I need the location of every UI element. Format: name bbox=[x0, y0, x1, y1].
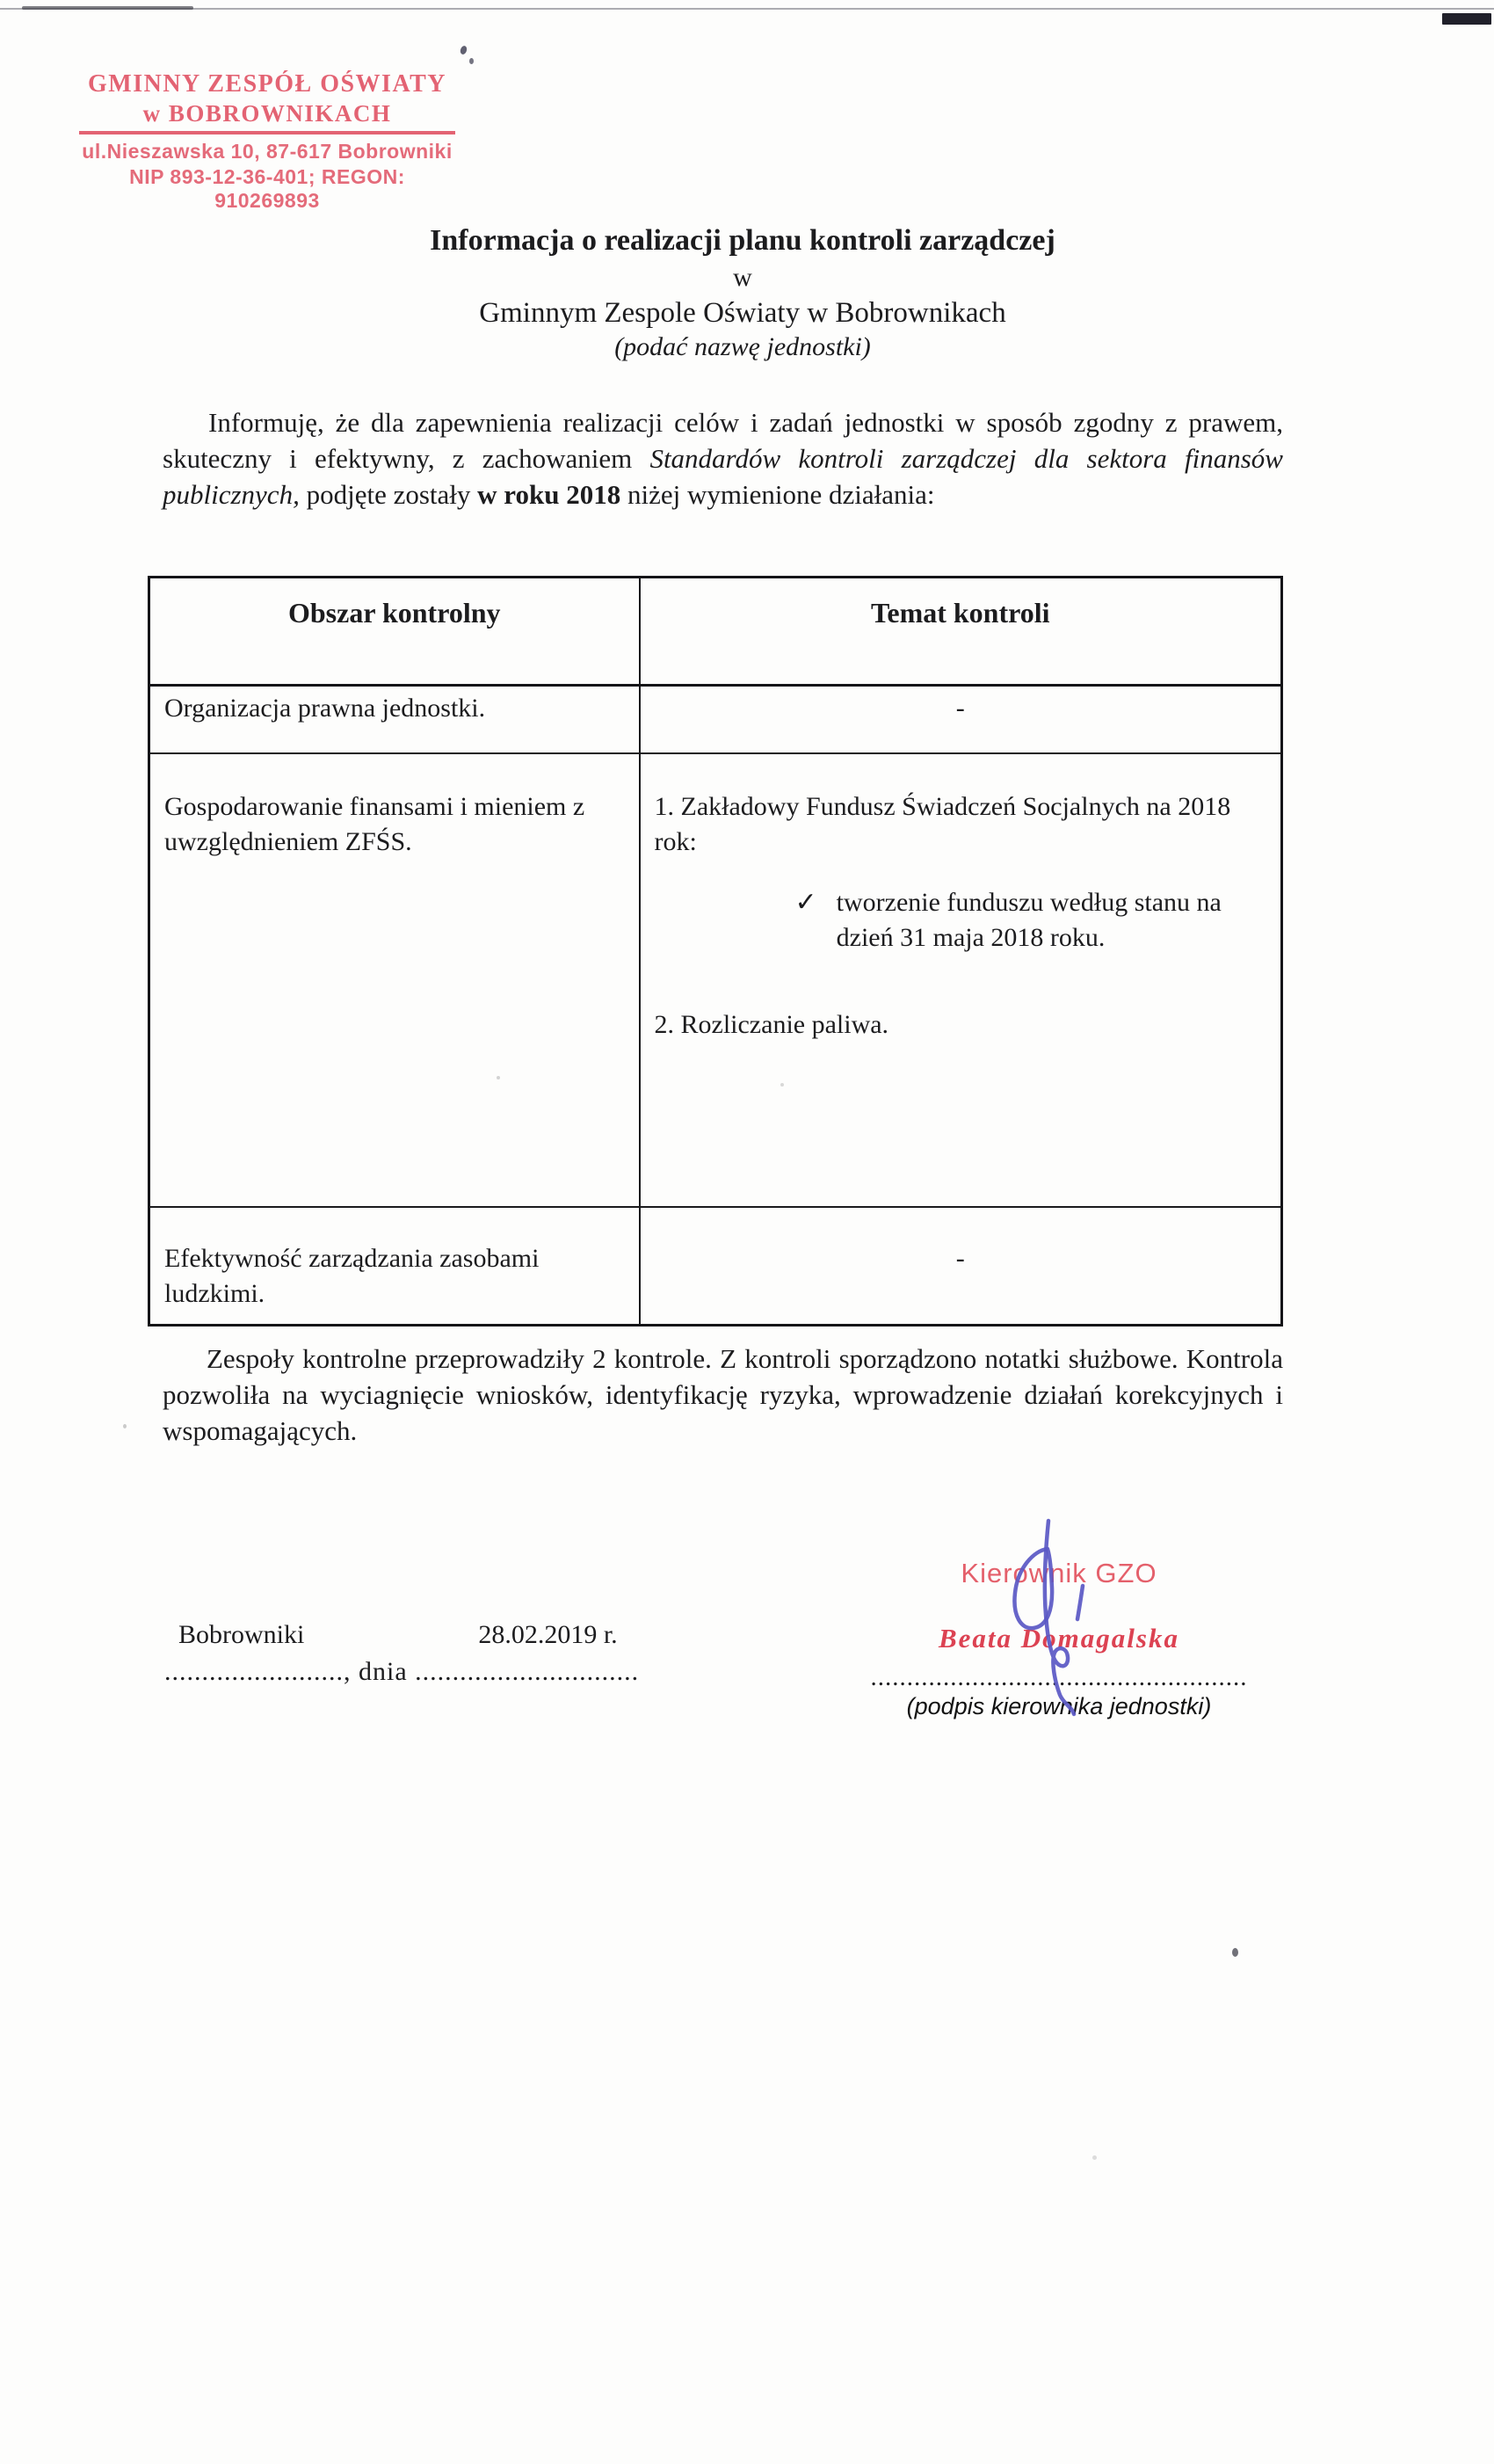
intro-text-1: Informuję, że dla zapewnienia realizacji celów i zadań jednostki w sposób zgodny z prawem, skuteczny i efektywny, z zachowaniem bbox=[163, 407, 1283, 474]
table-header-area: Obszar kontrolny bbox=[149, 578, 640, 686]
checkmark-icon: ✓ bbox=[794, 888, 817, 918]
document-title: Informacja o realizacji planu kontroli zarządczej bbox=[430, 224, 1055, 257]
topic-check-text: tworzenie funduszu według stanu na dzień 31 maja 2018 roku. bbox=[836, 888, 1222, 952]
stamp-nip-regon: NIP 893-12-36-401; REGON: 910269893 bbox=[129, 165, 405, 212]
title-unit-name: Gminnym Zespole Oświaty w Bobrownikach bbox=[479, 297, 1006, 330]
intro-bold-year: w roku 2018 bbox=[477, 479, 621, 510]
table-cell-area-1: Organizacja prawna jednostki. bbox=[149, 686, 640, 754]
signer-role-stamp: Kierownik GZO bbox=[961, 1558, 1157, 1588]
stamp-address: ul.Nieszawska 10, 87-617 Bobrowniki bbox=[82, 140, 453, 163]
scan-speck bbox=[1232, 1948, 1238, 1957]
scan-speck bbox=[780, 1083, 784, 1087]
place-date-block bbox=[164, 1620, 727, 1687]
handwritten-signature-scribble bbox=[1002, 1514, 1099, 1721]
title-unit-hint: (podać nazwę jednostki) bbox=[614, 331, 871, 361]
place-value: Bobrowniki bbox=[178, 1620, 305, 1649]
date-value: 28.02.2019 r. bbox=[478, 1620, 618, 1649]
signer-name-stamp: Beata Domagalska bbox=[939, 1623, 1179, 1654]
scan-artifact-corner-bar bbox=[1442, 13, 1491, 25]
stamp-org-name: GMINNY ZESPÓŁ OŚWIATY bbox=[88, 70, 446, 98]
table-cell-topic-2 bbox=[640, 753, 1282, 1207]
table-header-row bbox=[149, 578, 1282, 686]
scan-speck bbox=[123, 1424, 127, 1428]
stamp-underline bbox=[79, 131, 455, 134]
document-title-block bbox=[176, 224, 1309, 361]
table-cell-area-2: Gospodarowanie finansami i mieniem z uwzględnieniem ZFŚS. bbox=[149, 753, 640, 1207]
place-date-line bbox=[164, 1620, 727, 1650]
scan-artifact-top-line bbox=[0, 8, 1494, 10]
control-plan-table bbox=[148, 576, 1283, 1326]
table-row bbox=[149, 753, 1282, 1207]
intro-text-2: podjęte zostały bbox=[299, 479, 478, 510]
closing-paragraph: Zespoły kontrolne przeprowadziły 2 kontrole. Z kontroli sporządzono notatki służbowe. Kontrola pozwoliła na wyciagnięcie wniosków, identyfikację ryzyka, wprowadzenie działań korekcyjnych i wspomagających. bbox=[163, 1343, 1283, 1446]
table-header-topic: Temat kontroli bbox=[640, 578, 1282, 686]
table-row bbox=[149, 686, 1282, 754]
scan-speck bbox=[469, 58, 474, 64]
scan-speck bbox=[460, 45, 468, 55]
table-cell-area-3: Efektywność zarządzania zasobami ludzkimi. bbox=[149, 1207, 640, 1326]
intro-paragraph bbox=[163, 404, 1283, 512]
table-cell-topic-1: - bbox=[640, 686, 1282, 754]
topic-item-1: 1. Zakładowy Fundusz Świadczeń Socjalnych na 2018 rok: bbox=[654, 792, 1231, 856]
table-cell-topic-3: - bbox=[640, 1207, 1282, 1326]
signature-dotted-line: .................................................... bbox=[870, 1663, 1248, 1691]
topic-item-2: 2. Rozliczanie paliwa. bbox=[654, 1010, 889, 1040]
intro-text-3: niżej wymienione działania: bbox=[620, 479, 935, 510]
office-stamp bbox=[77, 70, 457, 213]
signature-caption: (podpis kierownika jednostki) bbox=[906, 1693, 1212, 1719]
scan-speck bbox=[1092, 2155, 1097, 2160]
table-row bbox=[149, 1207, 1282, 1326]
intro-italic-standards: Standardów kontroli zarządczej dla sektora finansów publicznych, bbox=[163, 443, 1283, 510]
topic-check-item bbox=[795, 885, 1267, 955]
scan-speck bbox=[497, 1076, 500, 1079]
title-connector: w bbox=[733, 263, 752, 293]
stamp-org-location: w BOBROWNIKACH bbox=[142, 100, 392, 127]
place-date-dotted-line: ........................, dnia .............................. bbox=[164, 1657, 640, 1686]
scan-artifact-top-line-dark-segment bbox=[22, 6, 193, 10]
